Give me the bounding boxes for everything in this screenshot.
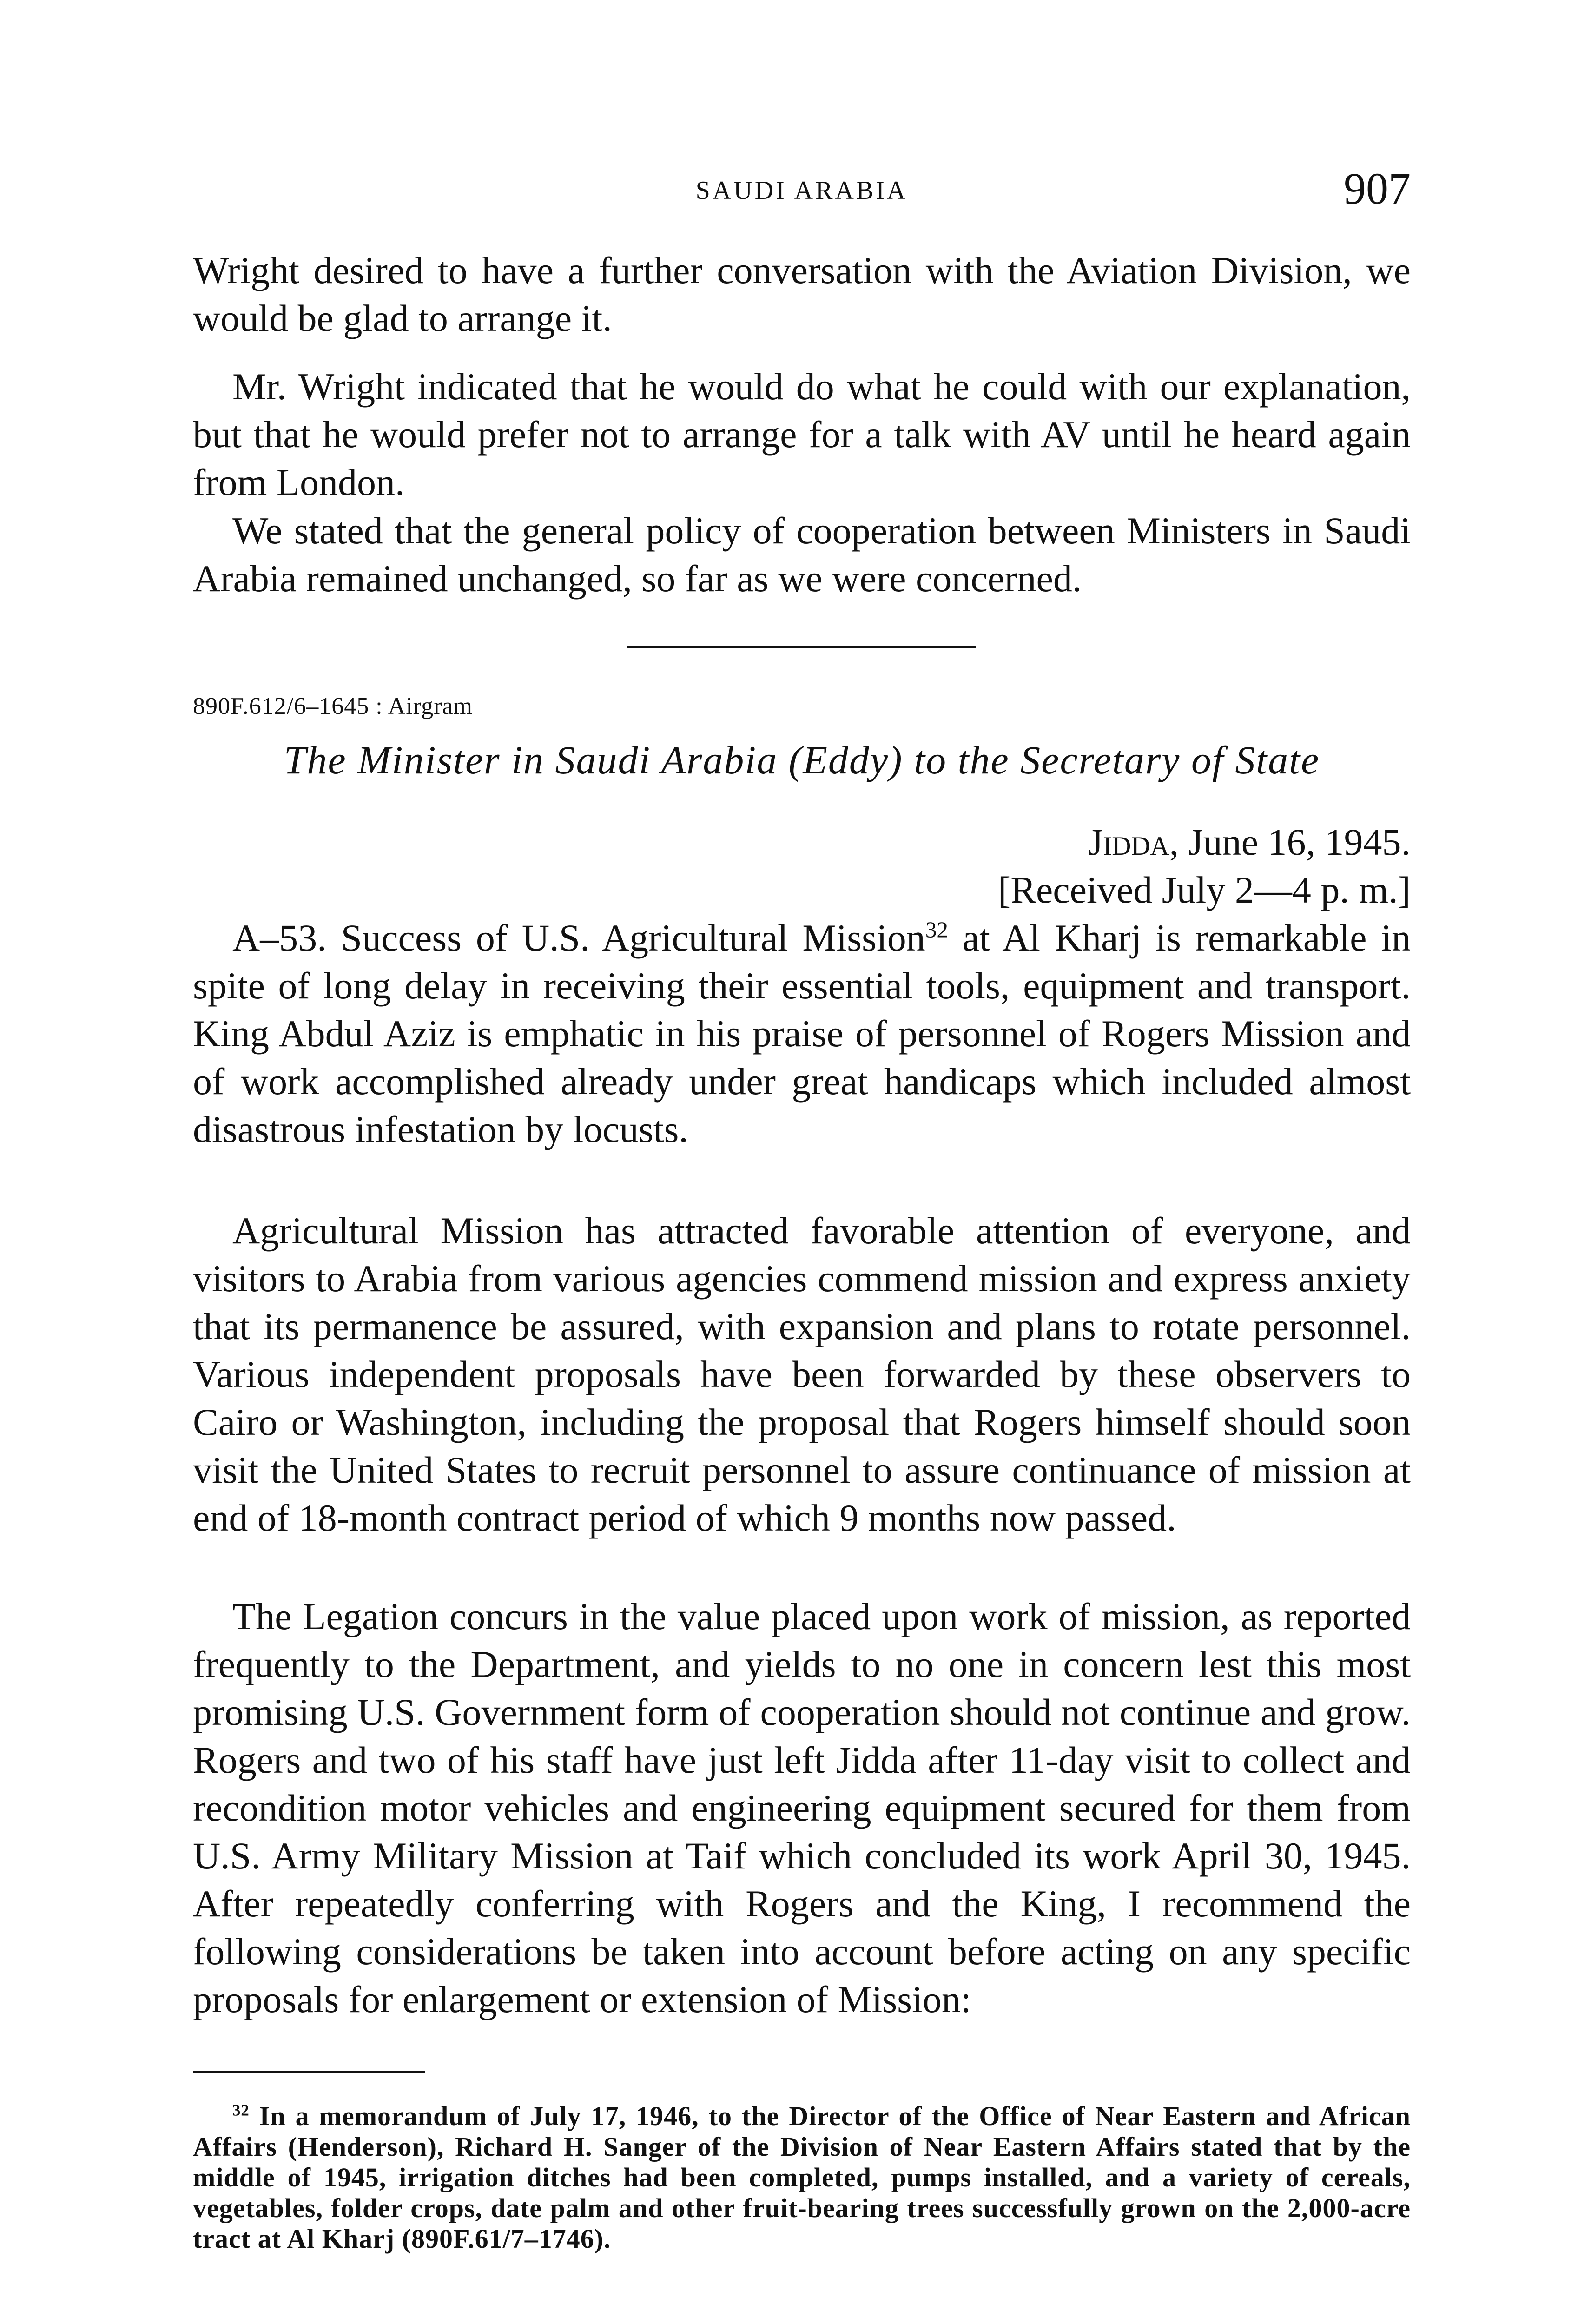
document-title: The Minister in Saudi Arabia (Eddy) to the Secretary of State <box>284 738 1320 782</box>
body-paragraph-1 <box>193 914 1411 1153</box>
dateline-date: , June 16, 1945. <box>1169 821 1411 863</box>
section-divider <box>627 646 976 648</box>
body-paragraph-2: Agricultural Mission has attracted favorable attention of everyone, and visitors to Arabia from various agencies commend mission and express anxiety that its permanence be assured, with expansion and plans to rotate personnel. Various independent proposals have been forwarded by these observers to Cairo or Washington, including the proposal that Rogers himself should soon visit the United States to recruit personnel to assure continuance of mission at end of 18-month contract period of which 9 months now passed. <box>193 1209 1411 1539</box>
paragraph-1-rest: at Al Kharj is remarkable in spite of long delay in receiving their essential tools, equipment and transport. King Abdul Aziz is emphatic in his praise of personnel of Rogers Mission and of work accomplished already under great handicaps which included almost disastrous infestation by locusts. <box>193 917 1411 1150</box>
received-line: [Received July 2—4 p. m.] <box>997 869 1411 911</box>
running-title: SAUDI ARABIA <box>695 176 908 205</box>
continuation-paragraph-3: We stated that the general policy of cooperation between Ministers in Saudi Arabia remained unchanged, so far as we were concerned. <box>193 509 1411 600</box>
continuation-paragraph-2: Mr. Wright indicated that he would do what he could with our explanation, but that he would prefer not to arrange for a talk with AV until he heard again from London. <box>193 365 1411 503</box>
body-paragraph-3: The Legation concurs in the value placed upon work of mission, as reported frequently to the Department, and yields to no one in concern lest this most promising U.S. Government form of cooperation should not continue and grow. Rogers and two of his staff have just left Jidda after 11-day visit to collect and recondition motor vehicles and engineering equipment secured for them from U.S. Army Military Mission at Taif which concluded its work April 30, 1945. After repeatedly conferring with Rogers and the King, I recommend the following considerations be taken into account before acting on any specific proposals for enlargement or extension of Mission: <box>193 1595 1411 2020</box>
footnote-divider <box>193 2071 425 2073</box>
file-reference: 890F.612/6–1645 : Airgram <box>193 693 473 720</box>
running-header <box>193 163 1411 214</box>
footnote-number: 32 <box>232 2101 250 2119</box>
continuation-paragraph-1: Wright desired to have a further conversation with the Aviation Division, we would be glad to arrange it. <box>193 249 1411 339</box>
paragraph-1-opening: A–53. Success of U.S. Agricultural Mission <box>232 917 925 959</box>
dateline-place: Jidda <box>1088 821 1169 863</box>
footnote-reference: 32 <box>925 917 948 943</box>
dateline <box>1088 818 1411 866</box>
footnote-text: In a memorandum of July 17, 1946, to the Director of the Office of Near Eastern and African Affairs (Henderson), Richard H. Sanger of the Division of Near Eastern Affairs stated that by the middle of 1945, irrigation ditches had been completed, pumps installed, and a variety of cereals, vegetables, folder crops, date palm and other fruit-bearing trees successfully grown on the 2,000-acre tract at Al Kharj (890F.61/7–1746). <box>193 2101 1411 2254</box>
footnote <box>193 2101 1411 2254</box>
page-number: 907 <box>1344 164 1411 213</box>
